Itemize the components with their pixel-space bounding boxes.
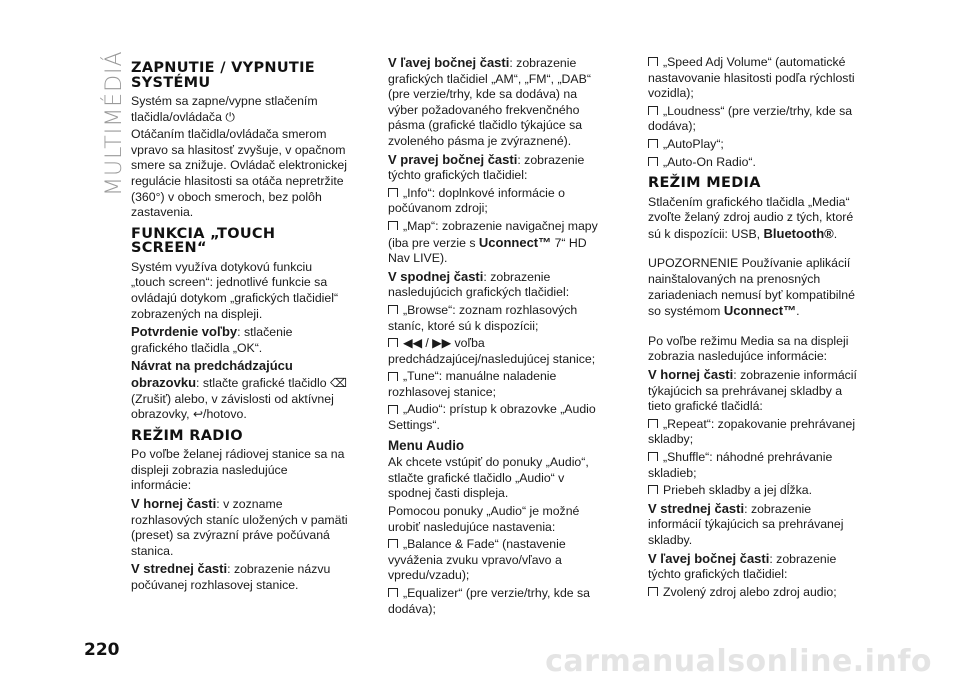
list-item: „Auto-On Radio“. xyxy=(648,155,866,171)
list-item: „Audio“: prístup k obrazovke „Audio Settings“. xyxy=(388,402,596,433)
list-item: „Map“: zobrazenie navigačnej mapy (iba pre verzie s Uconnect™ 7“ HD Nav LIVE). xyxy=(388,218,598,266)
power-icon: ⏻ xyxy=(225,109,235,124)
bullet-icon xyxy=(648,57,658,66)
para-media: Stlačením grafického tlačidla „Media“ zvoľte želaný zdroj audio z tých, ktoré sú k dispozícii: USB, Bluetooth®. xyxy=(648,194,854,241)
heading-menu-audio: Menu Audio xyxy=(388,437,465,453)
seek-icons: ◀◀ / ▶▶ xyxy=(403,336,452,351)
para-media-info: Po voľbe režimu Media sa na displeji zobrazia nasledujúce informácie: xyxy=(648,333,849,364)
list-item: „Repeat“: zopakovanie prehrávanej skladby; xyxy=(648,416,856,447)
bullet-icon xyxy=(648,106,658,115)
para-media-middle: V strednej časti: zobrazenie informácií týkajúcich sa prehrávanej skladby. xyxy=(648,500,844,547)
bullet-icon xyxy=(648,587,658,596)
list-item: „AutoPlay“; xyxy=(648,137,866,153)
bullet-icon xyxy=(388,221,398,230)
para-confirm: Potvrdenie voľby: stlačenie grafického tlačidla „OK“. xyxy=(131,324,293,355)
bullet-icon xyxy=(388,338,398,347)
para-left-side: V ľavej bočnej časti: zobrazenie grafických tlačidiel „AM“, „FM“, „DAB“ (pre verzie/trhy, kde sa dodáva) na výber požadovaného frekvenčného pásma (grafické tlačidlo týkajúce sa zvoleného pásma je zvýraznené). xyxy=(388,55,591,148)
list-item: „Balance & Fade“ (nastavenie vyváženia zvuku vpravo/vľavo a vpredu/vzadu); xyxy=(388,537,566,583)
para-warning: UPOZORNENIE Používanie aplikácií nainštalovaných na prenosných zariadeniach nemusí byť kompatibilné so systémom Uconnect™. xyxy=(648,256,855,319)
bullet-icon xyxy=(648,419,658,428)
list-item: „Info“: doplnkové informácie o počúvanom zdroji; xyxy=(388,185,565,216)
para-menu-audio-2: Pomocou ponuky „Audio“ je možné urobiť nasledujúce nastavenia: xyxy=(388,504,580,534)
list-item: „Speed Adj Volume“ (automatické nastavovanie hlasitosti podľa rýchlosti vozidla); xyxy=(648,55,855,101)
para-lower: V spodnej časti: zobrazenie nasledujúcich grafických tlačidiel: xyxy=(388,268,570,300)
list-item: „Equalizer“ (pre verzie/trhy, kde sa dodáva); xyxy=(388,586,591,616)
para-touch: Systém využíva dotykovú funkciu „touch screen“: jednotlivé funkcie sa ovládajú dotykom „grafických tlačidiel“ zobrazených na displeji. xyxy=(131,259,339,321)
list-item: „Tune“: manuálne naladenie rozhlasovej stanice; xyxy=(388,369,557,399)
section-side-title xyxy=(78,28,127,198)
para-on-off: Systém sa zapne/vypne stlačením tlačidla/ovládača ⏻ xyxy=(131,94,318,124)
bullet-icon xyxy=(388,588,398,597)
bullet-icon xyxy=(648,157,658,166)
bullet-icon xyxy=(388,405,398,414)
bullet-icon xyxy=(388,539,398,548)
bullet-icon xyxy=(388,372,398,381)
heading-media: REŽIM MEDIA xyxy=(648,175,761,192)
para-radio: Po voľbe želanej rádiovej stanice sa na displeji zobrazia nasledujúce informácie: xyxy=(131,447,345,493)
side-title-text: MULTIMÉDIÁ xyxy=(102,50,127,196)
bullet-icon xyxy=(388,188,398,197)
column-3 xyxy=(648,55,866,602)
para-back: Návrat na predchádzajúcu obrazovku: stlačte grafické tlačidlo ⌫ (Zrušiť) alebo, v závislosti od aktívnej obrazovky, ↩/hotovo. xyxy=(131,358,347,422)
column-1 xyxy=(131,55,349,596)
para-menu-audio: Ak chcete vstúpiť do ponuky „Audio“, stlačte grafické tlačidlo „Audio“ v spodnej časti displeja. xyxy=(388,455,589,501)
heading-radio: REŽIM RADIO xyxy=(131,427,243,444)
para-right-side: V pravej bočnej časti: zobrazenie týchto grafických tlačidiel: xyxy=(388,151,585,183)
list-item: „Shuffle“: náhodné prehrávanie skladieb; xyxy=(648,449,833,480)
watermark: carmanualsonline.info xyxy=(545,644,932,679)
para-media-upper: V hornej časti: zobrazenie informácií týkajúcich sa prehrávanej skladby a tieto grafické tlačidlá: xyxy=(648,367,857,414)
bullet-icon xyxy=(648,452,658,461)
heading-on-off: ZAPNUTIE / VYPNUTIE SYSTÉMU xyxy=(131,60,316,91)
bullet-icon xyxy=(648,139,658,148)
list-item: Zvolený zdroj alebo zdroj audio; xyxy=(648,585,866,601)
heading-touch-screen: FUNKCIA „TOUCH SCREEN“ xyxy=(131,225,276,257)
list-item: „Loudness“ (pre verzie/trhy, kde sa dodáva); xyxy=(648,103,853,134)
bullet-icon xyxy=(388,305,398,314)
bullet-icon xyxy=(648,485,658,494)
list-item: „Browse“: zoznam rozhlasových staníc, ktoré sú k dispozícii; xyxy=(388,302,578,333)
para-media-left: V ľavej bočnej časti: zobrazenie týchto grafických tlačidiel: xyxy=(648,550,837,582)
list-item: Priebeh skladby a jej dĺžka. xyxy=(648,483,866,499)
para-volume: Otáčaním tlačidla/ovládača smerom vpravo sa hlasitosť zvyšuje, v opačnom smere sa znižuje. Ovládač elektronickej regulácie hlasitosti sa otáča nepretržite (360°) v oboch smeroch, bez polôh zastavenia. xyxy=(131,127,347,220)
column-2 xyxy=(388,55,606,619)
list-item: ◀◀ / ▶▶ voľba predchádzajúcej/nasledujúcej stanice; xyxy=(388,336,596,366)
back-arrow-icon: ↩ xyxy=(192,407,204,422)
page-number: 220 xyxy=(84,640,120,660)
para-radio-middle: V strednej časti: zobrazenie názvu počúvanej rozhlasovej stanice. xyxy=(131,561,331,592)
backspace-icon: ⌫ xyxy=(329,375,347,390)
para-radio-upper: V hornej časti: v zozname rozhlasových staníc uložených v pamäti (preset) sa zvýrazní práve počúvaná stanica. xyxy=(131,495,348,558)
